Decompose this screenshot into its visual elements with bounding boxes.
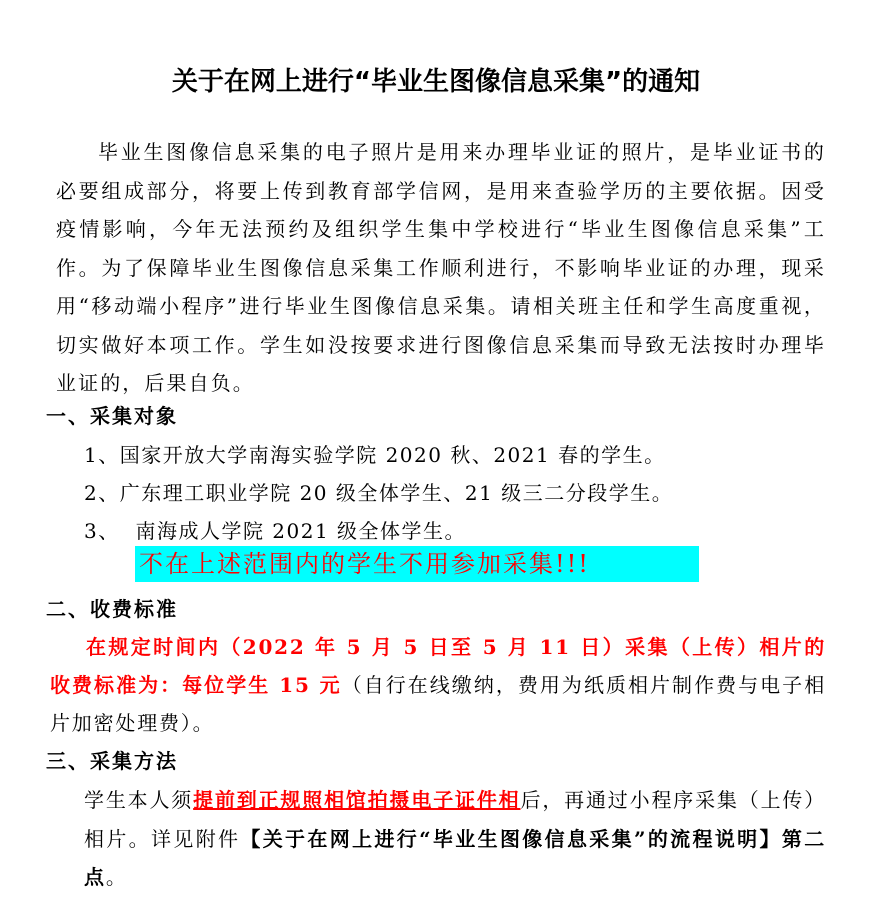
fee-paragraph (50, 628, 826, 742)
fee-note-text: （自行在线缴纳，费用为纸质相片制作费与电子相片加密处理费）。 (50, 673, 826, 735)
list-item: 3、 南海成人学院 2021 级全体学生。 (84, 519, 467, 543)
scope-warning-highlight: 不在上述范围内的学生不用参加采集!!! (135, 546, 699, 582)
section-heading-targets: 一、采集对象 (46, 404, 178, 428)
attachment-reference: 【关于在网上进行“毕业生图像信息采集”的流程说明】第二点 (84, 826, 826, 889)
method-prefix: 学生本人须 (84, 788, 194, 812)
list-item: 1、国家开放大学南海实验学院 2020 秋、2021 春的学生。 (84, 443, 666, 467)
method-paragraph (84, 781, 826, 897)
list-item: 2、广东理工职业学院 20 级全体学生、21 级三二分段学生。 (84, 481, 674, 505)
section-heading-fees: 二、收费标准 (46, 597, 178, 621)
intro-paragraph: 毕业生图像信息采集的电子照片是用来办理毕业证的照片，是毕业证书的必要组成部分，将要上传到教育部学信网，是用来查验学历的主要依据。因受疫情影响，今年无法预约及组织学生集中学校进行“毕业生图像信息采集”工作。为了保障毕业生图像信息采集工作顺利进行，不影响毕业证的办理，现采用“移动端小程序”进行毕业生图像信息采集。请相关班主任和学生高度重视，切实做好本项工作。学生如没按要求进行图像信息采集而导致无法按时办理毕业证的，后果自负。 (56, 140, 826, 395)
method-middle: 后，再通过小程序采集（上传）相片。详见附件 (84, 788, 827, 851)
document-title: 关于在网上进行“毕业生图像信息采集”的通知 (171, 67, 701, 97)
method-end: 。 (105, 865, 128, 889)
section-heading-method: 三、采集方法 (46, 749, 178, 773)
method-emphasis: 提前到正规照相馆拍摄电子证件相 (193, 788, 521, 812)
fee-standard-text: 在规定时间内（2022 年 5 月 5 日至 5 月 11 日）采集（上传）相片的收费标准为：每位学生 15 元 (50, 635, 826, 697)
